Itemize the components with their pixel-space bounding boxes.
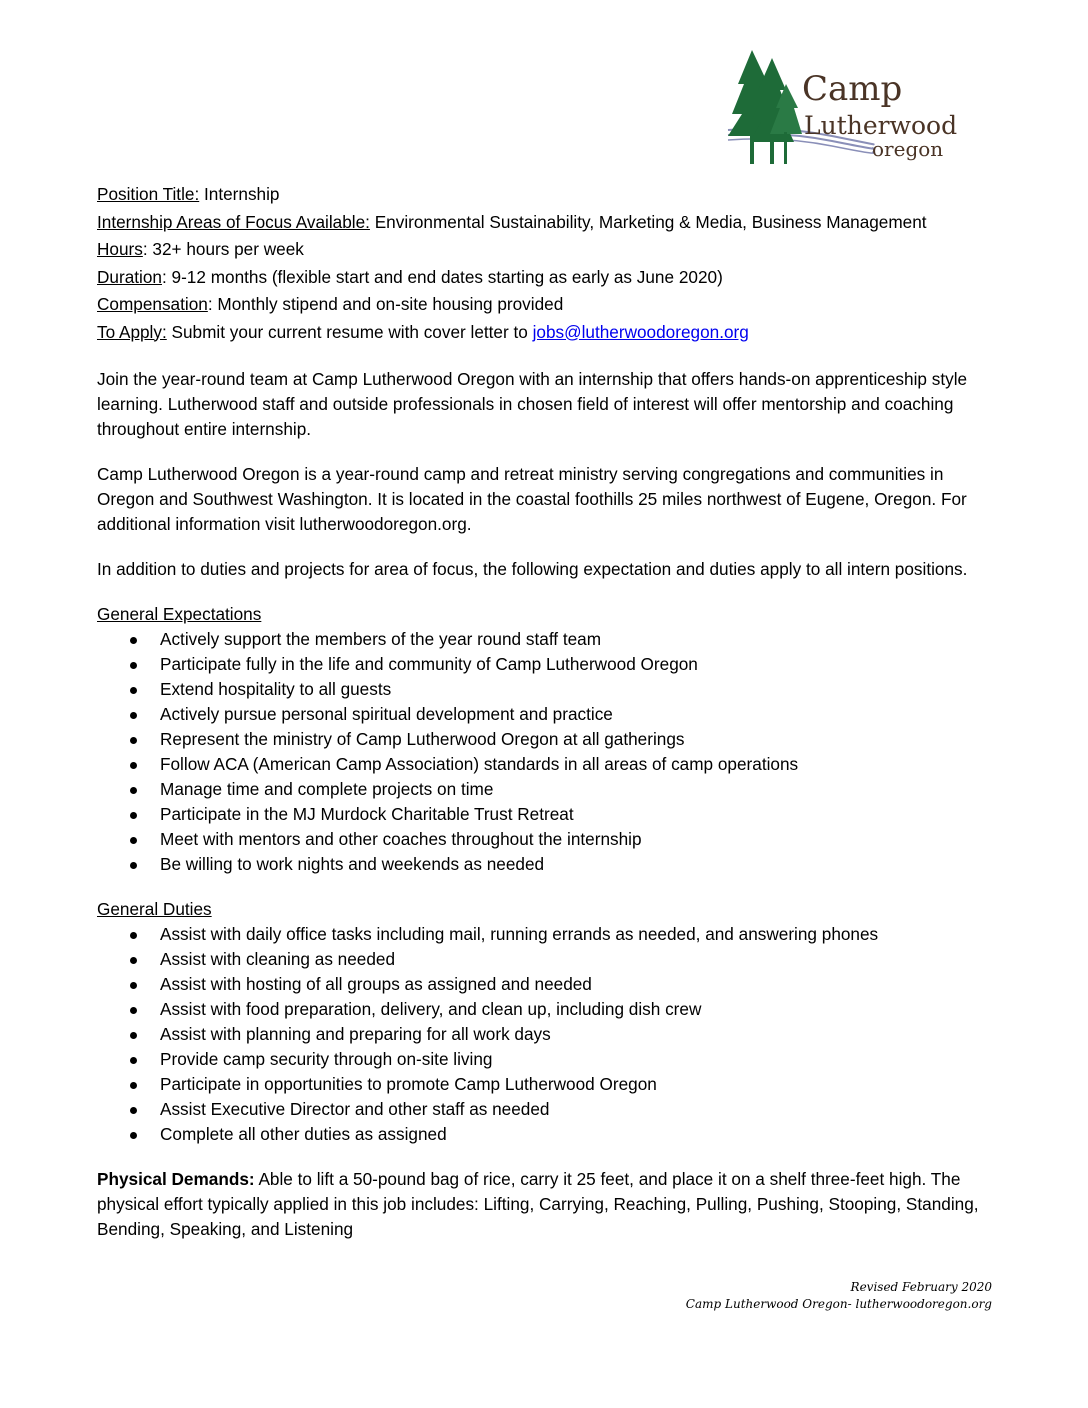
bullet-icon — [130, 787, 137, 794]
field-label: To Apply: — [97, 321, 167, 342]
to-apply-field — [97, 320, 1002, 348]
jobs-email-link[interactable]: jobs@lutherwoodoregon.org — [532, 321, 749, 342]
list-item: Assist with food preparation, delivery, and clean up, including dish crew — [97, 997, 1002, 1022]
pine-trees-icon — [722, 44, 966, 166]
hours-field — [97, 237, 1002, 265]
field-label: Duration — [97, 266, 162, 287]
general-expectations-heading: General Expectations — [97, 604, 262, 624]
bullet-icon — [130, 1057, 137, 1064]
list-item: Assist with planning and preparing for all work days — [97, 1022, 1002, 1047]
bullet-icon — [130, 1082, 137, 1089]
focus-areas-field — [97, 210, 1002, 238]
about-paragraph: Camp Lutherwood Oregon is a year-round camp and retreat ministry serving congregations and communities in Oregon and Southwest Washington. It is located in the coastal foothills 25 miles northwest of Eugene, Oregon. For additional information visit lutherwoodoregon.org. — [97, 464, 967, 534]
bullet-icon — [130, 862, 137, 869]
compensation-field — [97, 292, 1002, 320]
list-item: Assist Executive Director and other staff as needed — [97, 1097, 1002, 1122]
list-item: Actively support the members of the year round staff team — [97, 627, 1002, 652]
field-label: Compensation — [97, 294, 208, 314]
list-item: Complete all other duties as assigned — [97, 1122, 1002, 1147]
field-value: : Monthly stipend and on-site housing provided — [207, 294, 564, 314]
field-value: Internship — [199, 184, 280, 204]
physical-demands-label: Physical Demands: — [97, 1169, 255, 1189]
revised-date: Revised February 2020 — [850, 1280, 992, 1294]
list-item: Provide camp security through on-site living — [97, 1047, 1002, 1072]
duties-intro-paragraph: In addition to duties and projects for area of focus, the following expectation and duties apply to all intern positions. — [97, 559, 968, 579]
general-duties-heading: General Duties — [97, 899, 212, 919]
list-item: Represent the ministry of Camp Lutherwood Oregon at all gatherings — [97, 727, 1002, 752]
list-item: Actively pursue personal spiritual development and practice — [97, 702, 1002, 727]
svg-text:Lutherwood: Lutherwood — [804, 111, 958, 140]
footer — [686, 1279, 992, 1313]
field-value: : 32+ hours per week — [142, 239, 304, 259]
bullet-icon — [130, 932, 137, 939]
bullet-icon — [130, 687, 137, 694]
bullet-icon — [130, 637, 137, 644]
bullet-icon — [130, 1132, 137, 1139]
job-description — [97, 182, 1002, 1242]
footer-org: Camp Lutherwood Oregon- lutherwoodoregon.org — [685, 1297, 992, 1311]
list-item: Follow ACA (American Camp Association) standards in all areas of camp operations — [97, 752, 1002, 777]
bullet-icon — [130, 662, 137, 669]
bullet-icon — [130, 1032, 137, 1039]
bullet-icon — [130, 737, 137, 744]
field-value: Environmental Sustainability, Marketing & Media, Business Management — [369, 211, 927, 232]
bullet-icon — [130, 1107, 137, 1114]
duration-field — [97, 265, 1002, 293]
field-label: Hours — [97, 239, 143, 259]
camp-lutherwood-logo — [722, 44, 966, 166]
bullet-icon — [130, 812, 137, 819]
list-item: Assist with cleaning as needed — [97, 947, 1002, 972]
list-item: Participate in opportunities to promote Camp Lutherwood Oregon — [97, 1072, 1002, 1097]
position-title-field — [97, 182, 1002, 210]
list-item: Manage time and complete projects on time — [97, 777, 1002, 802]
list-item: Participate fully in the life and community of Camp Lutherwood Oregon — [97, 652, 1002, 677]
bullet-icon — [130, 957, 137, 964]
svg-text:Camp: Camp — [802, 69, 903, 109]
field-label: Position Title: — [97, 184, 200, 204]
list-item: Extend hospitality to all guests — [97, 677, 1002, 702]
general-duties-list — [97, 922, 1002, 1147]
field-value: : 9-12 months (flexible start and end dates starting as early as June 2020) — [161, 266, 723, 287]
bullet-icon — [130, 837, 137, 844]
physical-demands-text: Able to lift a 50-pound bag of rice, carry it 25 feet, and place it on a shelf three-feet high. The physical effort typically applied in this job includes: Lifting, Carrying, Reaching, Pulling, Pushing, Stooping, Standing, Bending, Speaking, and Listening — [97, 1169, 979, 1239]
svg-text:oregon: oregon — [872, 137, 944, 161]
list-item: Meet with mentors and other coaches throughout the internship — [97, 827, 1002, 852]
bullet-icon — [130, 1007, 137, 1014]
list-item: Participate in the MJ Murdock Charitable Trust Retreat — [97, 802, 1002, 827]
bullet-icon — [130, 712, 137, 719]
field-label: Internship Areas of Focus Available: — [97, 211, 370, 232]
physical-demands-paragraph — [97, 1167, 1002, 1242]
general-expectations-list — [97, 627, 1002, 877]
intro-paragraph: Join the year-round team at Camp Lutherwood Oregon with an internship that offers hands-on apprenticeship style learning. Lutherwood staff and outside professionals in chosen field of interest will offer mentorship and coaching throughout entire internship. — [97, 369, 968, 439]
list-item: Assist with hosting of all groups as assigned and needed — [97, 972, 1002, 997]
bullet-icon — [130, 762, 137, 769]
field-value: Submit your current resume with cover letter to — [166, 321, 533, 342]
list-item: Assist with daily office tasks including mail, running errands as needed, and answering phones — [97, 922, 1002, 947]
bullet-icon — [130, 982, 137, 989]
list-item: Be willing to work nights and weekends as needed — [97, 852, 1002, 877]
